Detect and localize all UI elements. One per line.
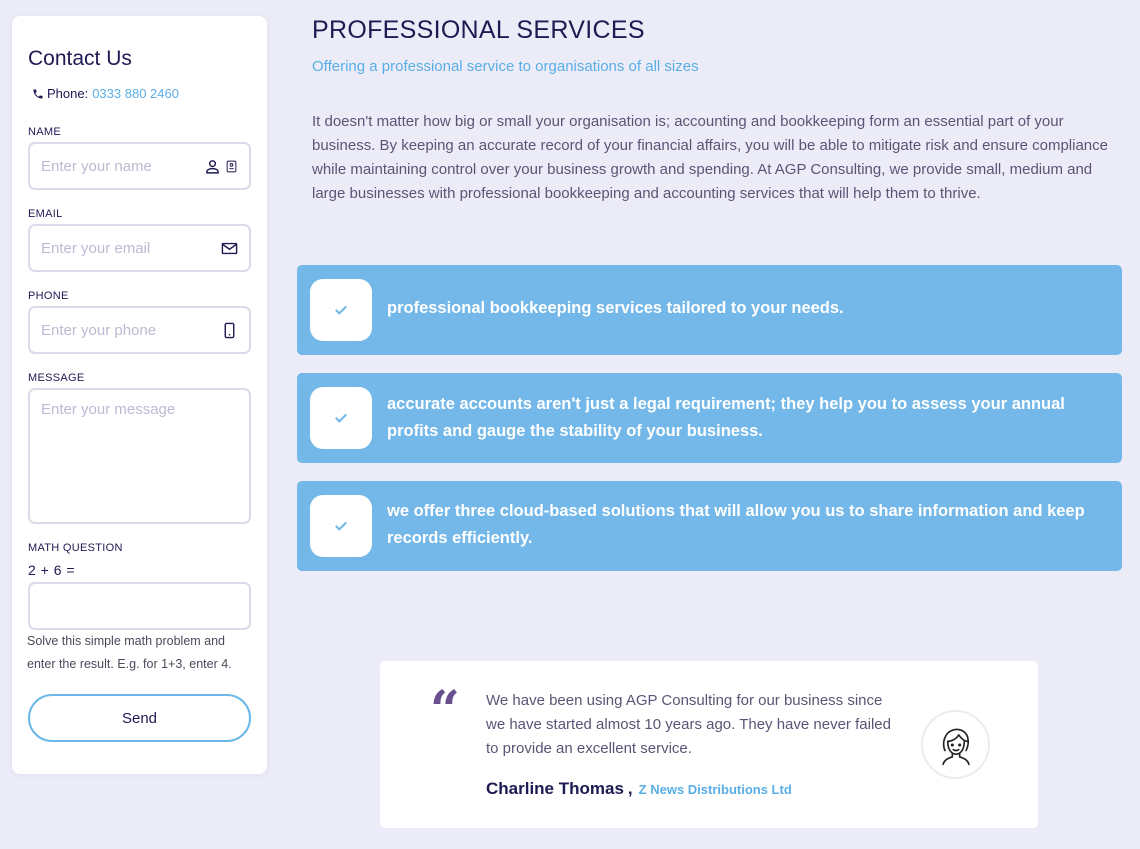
phone-placeholder: Enter your phone: [41, 321, 157, 339]
quote-mark-icon: “: [430, 680, 460, 741]
page-title: PROFESSIONAL SERVICES: [312, 16, 645, 44]
check-icon: [333, 518, 349, 534]
id-card-icon: [225, 158, 238, 175]
name-placeholder: Enter your name: [41, 157, 152, 175]
check-icon: [333, 302, 349, 318]
email-label: EMAIL: [28, 208, 63, 220]
phone-number-link[interactable]: 0333 880 2460: [92, 86, 179, 101]
name-field[interactable]: [28, 142, 251, 190]
testimonial-text: We have been using AGP Consulting for our business since we have started almost 10 years ago. They have never failed to provide an excellent service.: [486, 692, 891, 757]
feature-item: [297, 373, 1122, 463]
page-subtitle: Offering a professional service to organisations of all sizes: [312, 58, 699, 75]
user-icon: [204, 158, 221, 175]
intro-paragraph: It doesn't matter how big or small your organisation is; accounting and bookkeeping form an essential part of your business. By keeping an accurate record of your financial affairs, you will be able to mitigate risk and ensure compliance while maintaining control over your business growth and spending. At AGP Consulting, we provide small, medium and large businesses with professional bookkeeping and accounting services that will help them to thrive.: [312, 113, 1108, 202]
message-placeholder: Enter your message: [41, 401, 176, 418]
send-button[interactable]: Send: [28, 694, 251, 742]
name-label: NAME: [28, 126, 61, 138]
email-field[interactable]: [28, 224, 251, 272]
math-hint: Solve this simple math problem and enter the result. E.g. for 1+3, enter 4.: [27, 634, 232, 671]
phone-label: Phone:: [47, 86, 89, 101]
phone-field[interactable]: [28, 306, 251, 354]
message-label: MESSAGE: [28, 372, 85, 384]
message-textarea[interactable]: [28, 388, 251, 524]
feature-text: professional bookkeeping services tailored to your needs.: [387, 299, 844, 317]
avatar: [921, 710, 990, 779]
testimonial-author: [486, 779, 792, 799]
contact-title: Contact Us: [28, 47, 132, 70]
feature-text: accurate accounts aren't just a legal requirement; they help you to assess your annual profits and gauge the stability of your business.: [387, 395, 1065, 440]
mobile-icon: [221, 322, 238, 339]
testimonial-card: [380, 661, 1038, 828]
phone-line: [32, 86, 179, 101]
math-answer-field[interactable]: [28, 582, 251, 630]
feature-text: we offer three cloud-based solutions that will allow you us to share information and keep records efficiently.: [387, 502, 1085, 547]
phone-icon: [32, 88, 44, 100]
author-separator: ,: [627, 779, 633, 798]
phone-label-field: PHONE: [28, 290, 69, 302]
check-icon: [333, 410, 349, 426]
math-question: 2 + 6 =: [28, 562, 76, 578]
contact-card: [12, 16, 267, 774]
feature-item: [297, 265, 1122, 355]
envelope-icon: [221, 240, 238, 257]
feature-item: [297, 481, 1122, 571]
email-placeholder: Enter your email: [41, 239, 151, 257]
author-name: Charline Thomas: [486, 779, 624, 798]
author-company: Z News Distributions Ltd: [638, 782, 792, 797]
woman-avatar-icon: [934, 723, 978, 767]
math-label: MATH QUESTION: [28, 542, 123, 554]
